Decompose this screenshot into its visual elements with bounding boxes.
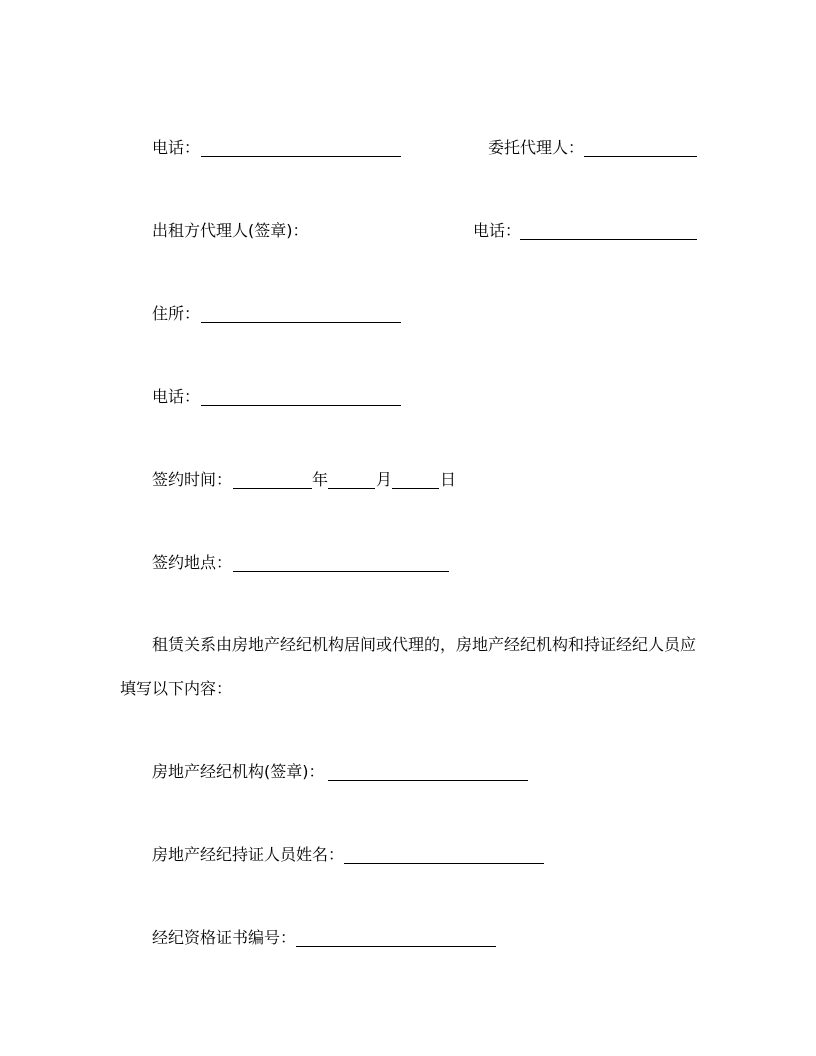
- sign-place-field[interactable]: [233, 571, 449, 572]
- phone-label-3: 电话：: [152, 387, 201, 406]
- month-label: 月: [376, 470, 393, 489]
- day-field[interactable]: [392, 488, 439, 489]
- broker-name-field[interactable]: [344, 863, 544, 864]
- agent-label: 委托代理人：: [488, 138, 585, 157]
- agency-note-line-2: 填写以下内容：: [120, 679, 233, 698]
- broker-name-label: 房地产经纪持证人员姓名：: [152, 845, 345, 864]
- cert-no-field[interactable]: [296, 946, 496, 947]
- agency-label: 房地产经纪机构(签章)：: [152, 762, 325, 781]
- phone-field-2[interactable]: [520, 239, 697, 240]
- phone-label-2: 电话：: [473, 221, 522, 240]
- agency-note: [120, 634, 700, 700]
- sign-place-label: 签约地点：: [152, 553, 233, 572]
- year-label: 年: [312, 470, 329, 489]
- agency-note-line-1: 租赁关系由房地产经纪机构居间或代理的，房地产经纪机构和持证经纪人员应: [152, 635, 697, 654]
- phone-field-1[interactable]: [201, 156, 401, 157]
- lessor-agent-label: 出租方代理人(签章)：: [152, 221, 309, 240]
- month-field[interactable]: [328, 488, 375, 489]
- agent-field[interactable]: [584, 156, 697, 157]
- day-label: 日: [440, 470, 457, 489]
- year-field[interactable]: [233, 488, 312, 489]
- phone-label-1: 电话：: [152, 138, 201, 157]
- cert-no-label: 经纪资格证书编号：: [152, 928, 297, 947]
- address-field[interactable]: [201, 322, 401, 323]
- phone-field-3[interactable]: [201, 405, 401, 406]
- address-label: 住所：: [152, 304, 201, 323]
- agency-field[interactable]: [328, 780, 528, 781]
- sign-time-label: 签约时间：: [152, 470, 233, 489]
